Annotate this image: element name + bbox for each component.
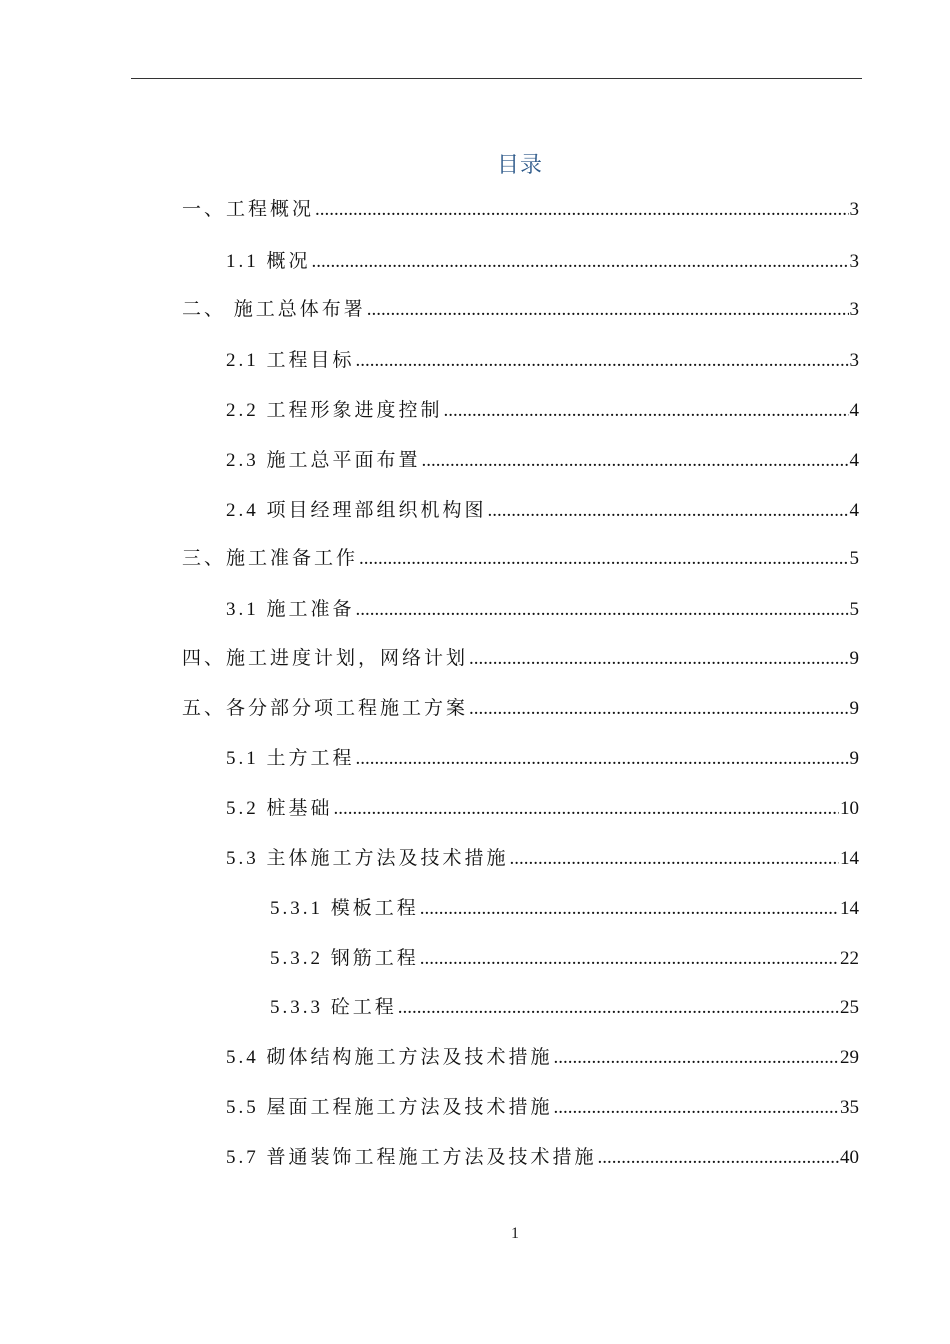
toc-entry-label: 五、各分部分项工程施工方案 [182, 698, 469, 719]
toc-entry-label: 三、施工准备工作 [182, 548, 359, 569]
toc-dot-leader [444, 397, 849, 425]
toc-entry-page: 5 [849, 548, 859, 569]
toc-entry[interactable] [226, 795, 859, 823]
toc-entry-page: 29 [840, 1047, 859, 1068]
toc-entry-label: 1.1 概况 [226, 251, 311, 272]
toc-entry-page: 25 [840, 997, 859, 1018]
toc-entry[interactable] [226, 347, 859, 375]
toc-dot-leader [420, 945, 839, 973]
toc-dot-leader [488, 497, 849, 525]
toc-entry[interactable] [226, 1044, 859, 1072]
toc-entry-label: 5.2 桩基础 [226, 798, 333, 819]
toc-entry-label: 3.1 施工准备 [226, 599, 355, 620]
toc-entry-page: 5 [849, 599, 859, 620]
toc-entry-label: 5.5 屋面工程施工方法及技术措施 [226, 1097, 553, 1118]
toc-entry-label: 5.3.1 模板工程 [270, 898, 419, 919]
toc-entry[interactable] [226, 745, 859, 773]
toc-entry-label: 二、 施工总体布署 [182, 299, 366, 320]
toc-entry-page: 3 [849, 199, 859, 220]
toc-entry[interactable] [226, 1094, 859, 1122]
toc-dot-leader [356, 745, 849, 773]
toc-entry-label: 5.3 主体施工方法及技术措施 [226, 848, 509, 869]
toc-entry-label: 2.4 项目经理部组织机构图 [226, 500, 487, 521]
toc-entry-label: 2.2 工程形象进度控制 [226, 400, 443, 421]
toc-entry-page: 10 [840, 798, 859, 819]
toc-entry-page: 4 [849, 400, 859, 421]
toc-title: 目录 [496, 153, 543, 178]
toc-entry[interactable] [182, 196, 859, 224]
toc-dot-leader [315, 196, 848, 224]
toc-dot-leader [469, 695, 848, 723]
toc-entry-label: 四、施工进度计划，网络计划 [182, 648, 469, 669]
toc-entry-page: 9 [849, 648, 859, 669]
toc-entry[interactable] [226, 447, 859, 475]
toc-entry-label: 5.3.3 砼工程 [270, 997, 397, 1018]
toc-entry[interactable] [182, 545, 859, 573]
toc-entry-page: 9 [849, 748, 859, 769]
toc-entry-page: 40 [840, 1147, 859, 1168]
toc-entry-page: 4 [849, 500, 859, 521]
toc-dot-leader [422, 447, 849, 475]
toc-entry-page: 3 [849, 251, 859, 272]
toc-dot-leader [554, 1044, 839, 1072]
toc-entry-label: 2.1 工程目标 [226, 350, 355, 371]
toc-entry-page: 35 [840, 1097, 859, 1118]
toc-entry[interactable] [182, 695, 859, 723]
toc-entry[interactable] [182, 645, 859, 673]
toc-entry-label: 5.4 砌体结构施工方法及技术措施 [226, 1047, 553, 1068]
page-number: 1 [511, 1225, 519, 1242]
toc-dot-leader [356, 347, 849, 375]
toc-entry-page: 14 [840, 848, 859, 869]
toc-entry[interactable] [270, 895, 859, 923]
toc-entry-page: 9 [849, 698, 859, 719]
toc-entry[interactable] [270, 945, 859, 973]
toc-entry[interactable] [226, 497, 859, 525]
toc-dot-leader [356, 596, 849, 624]
toc-entry[interactable] [226, 596, 859, 624]
toc-dot-leader [367, 296, 849, 324]
toc-entry-label: 5.1 土方工程 [226, 748, 355, 769]
toc-entry[interactable] [270, 994, 859, 1022]
toc-dot-leader [469, 645, 848, 673]
toc-entry[interactable] [226, 1144, 859, 1172]
toc-entry-page: 22 [840, 948, 859, 969]
toc-entry-page: 4 [849, 450, 859, 471]
toc-dot-leader [510, 845, 839, 873]
toc-entry[interactable] [182, 296, 859, 324]
toc-dot-leader [312, 248, 849, 276]
toc-dot-leader [554, 1094, 839, 1122]
toc-entry-label: 5.7 普通装饰工程施工方法及技术措施 [226, 1147, 597, 1168]
toc-entry[interactable] [226, 248, 859, 276]
toc-entry-label: 5.3.2 钢筋工程 [270, 948, 419, 969]
toc-entry-label: 2.3 施工总平面布置 [226, 450, 421, 471]
toc-dot-leader [359, 545, 848, 573]
toc-dot-leader [420, 895, 839, 923]
toc-entry[interactable] [226, 397, 859, 425]
toc-entry-page: 3 [849, 350, 859, 371]
toc-entry[interactable] [226, 845, 859, 873]
toc-dot-leader [398, 994, 839, 1022]
toc-entry-page: 14 [840, 898, 859, 919]
toc-dot-leader [334, 795, 839, 823]
toc-entry-page: 3 [849, 299, 859, 320]
toc-dot-leader [598, 1144, 839, 1172]
toc-entry-label: 一、工程概况 [182, 199, 315, 220]
